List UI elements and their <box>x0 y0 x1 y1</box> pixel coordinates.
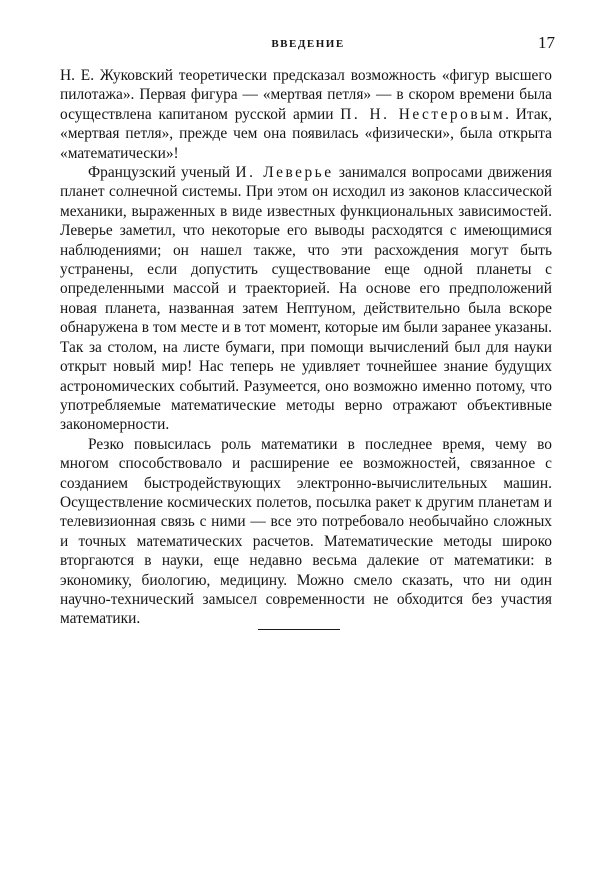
paragraph-text: Французский ученый <box>88 164 236 182</box>
body-text <box>60 66 552 629</box>
paragraph-text: Резко повысилась роль математики в последнее время, чему во многом способствовало и расширение ее возможностей, связанное с созданием быстродействующих электронно-вычислительных машин. Осуществление космических полетов, посылка ракет к другим планетам и телевизионная связь с ними — все это потребовало необычайно сложных и точных математических расчетов. Математические методы широко вторгаются в науки, еще недавно весьма далекие от математики: в экономику, биологию, медицину. Можно смело сказать, что ни один научно-технический замысел современности не обходится без участия математики. <box>60 435 552 628</box>
page-number: 17 <box>538 33 555 52</box>
spaced-name: И. Леверье <box>235 164 334 182</box>
paragraph-leverrier <box>60 163 552 435</box>
paragraph-zhukovsky <box>60 66 552 163</box>
section-end-rule <box>258 629 340 630</box>
running-head: ВВЕДЕНИЕ <box>271 38 345 50</box>
paragraph-text: Н. Е. Жуковский теоретически предсказал возможность «фигур высшего пилотажа». Первая фигура — «мертвая петля» — в скором времени была осуществлена капитаном русской армии <box>60 67 552 123</box>
paragraph-text: . Итак, «мертвая петля», прежде чем она появилась «физически», была открыта «математически»! <box>60 105 552 162</box>
spaced-name: П. Н. Нестеровым <box>340 105 506 123</box>
paragraph-role-of-mathematics <box>60 435 552 629</box>
paragraph-text: занимался вопросами движения планет солнечной системы. При этом он исходил из законов классической механики, выраженных в виде известных функциональных зависимостей. Леверье заметил, что некоторые его выводы расходятся с имеющимися наблюдениями; он нашел также, что эти расхождения могут быть устранены, если допустить существование еще одной планеты с определенными массой и траекторией. На основе его предположений новая планета, названная затем Нептуном, действительно была вскоре обнаружена в том месте и в тот момент, которые им были заранее указаны. Так за столом, на листе бумаги, при помощи вычислений был для науки открыт новый мир! Нас теперь не удивляет точнейшее знание будущих астрономических событий. Разумеется, оно возможно именно потому, что употребляемые математические методы верно отражают объективные закономерности. <box>60 164 552 434</box>
